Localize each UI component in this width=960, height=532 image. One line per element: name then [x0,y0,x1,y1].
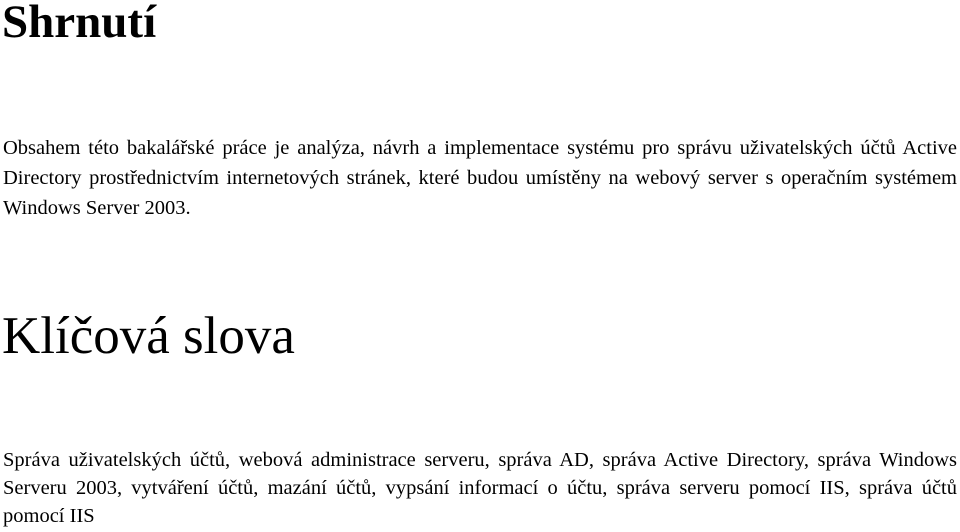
summary-paragraph: Obsahem této bakalářské práce je analýza, návrh a implementace systému pro správu uživatelských účtů Active Directory prostřednictvím internetových stránek, které budou umístěny na webový server s operačním systémem Windows Server 2003. [3,137,957,219]
summary-heading: Shrnutí [2,0,157,48]
keywords-paragraph: Správa uživatelských účtů, webová administrace serveru, správa AD, správa Active Directory, správa Windows Serveru 2003, vytváření účtů, mazání účtů, vypsání informací o účtu, správa serveru pomocí IIS, správa účtů pomocí IIS [3,449,957,527]
keywords-heading: Klíčová slova [2,307,295,365]
